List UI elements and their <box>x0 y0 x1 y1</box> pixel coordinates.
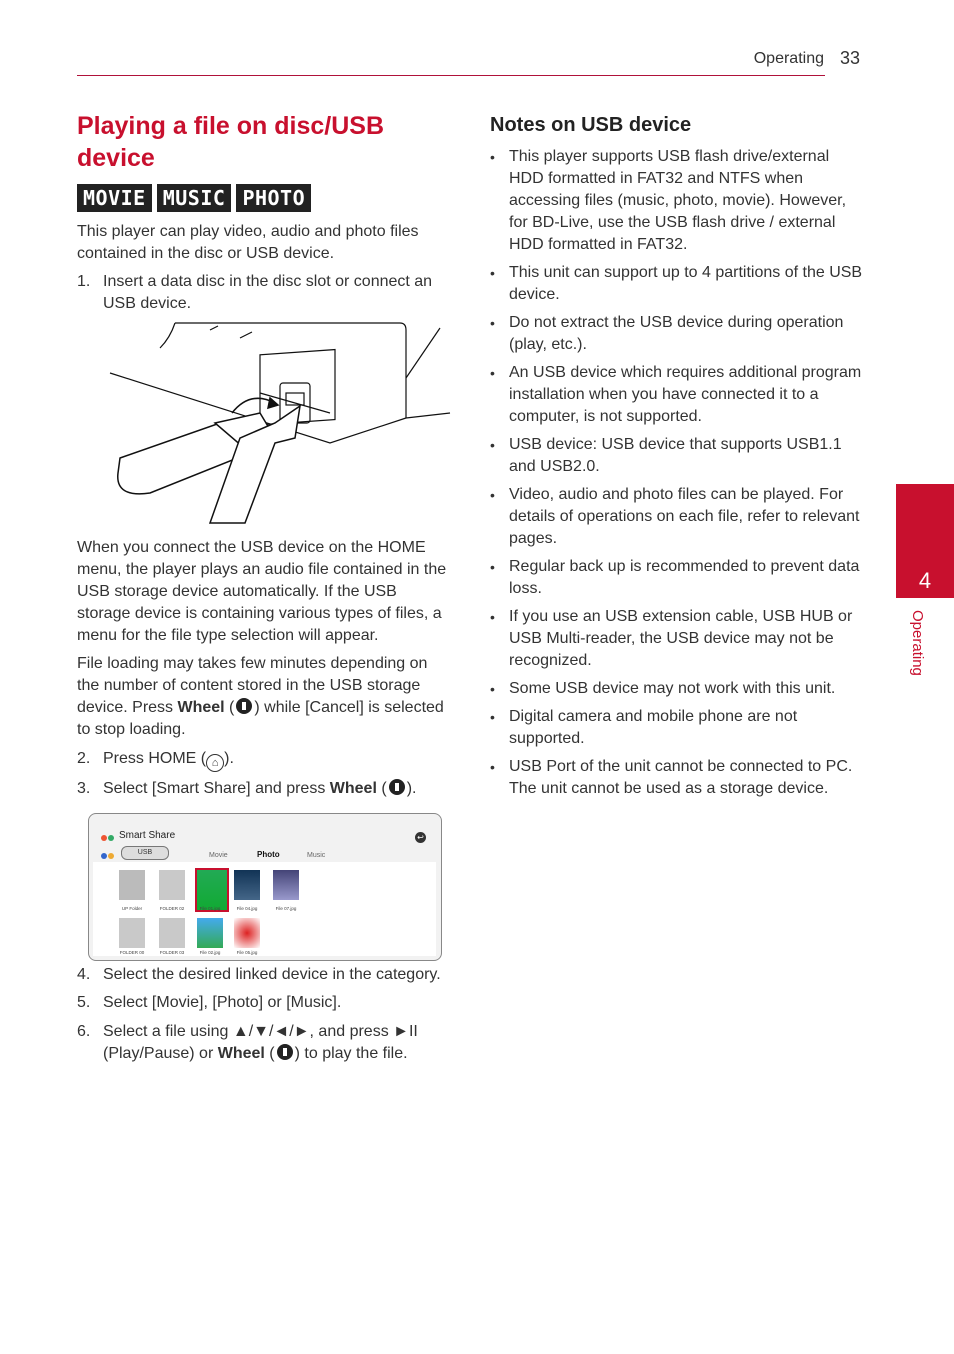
step-number: 1. <box>77 273 91 290</box>
note-text: USB device: USB device that supports USB1.1 and USB2.0. <box>509 436 842 475</box>
step-2 <box>77 748 447 772</box>
loading-text: File loading may takes few minutes depending on the number of content stored in the USB storage device. Press Wheel ( ) while [Cancel] is selected to stop loading. <box>77 655 444 738</box>
note-text: Video, audio and photo files can be played. For details of operations on each file, refer to relevant pages. <box>509 486 860 547</box>
notes-heading: Notes on USB device <box>490 114 692 136</box>
tab-music[interactable]: Music <box>307 852 326 859</box>
file-caption: File 05.jpg <box>236 950 258 955</box>
step-6: 6. Select a file using ▲/▼/◄/►, and press ►II (Play/Pause) or Wheel ( ) to play the file. <box>77 1021 449 1065</box>
step-number: 3. <box>77 780 91 797</box>
step-4 <box>77 964 457 986</box>
movie-badge: MOVIE <box>77 184 152 212</box>
note-item <box>490 706 866 750</box>
tab-photo[interactable]: Photo <box>257 850 280 859</box>
note-text: Do not extract the USB device during operation (play, etc.). <box>509 314 844 353</box>
folder-icon[interactable] <box>159 918 185 948</box>
folder-icon[interactable] <box>159 870 185 900</box>
bullet-icon: • <box>490 681 495 697</box>
note-item <box>490 556 866 600</box>
page-title: Playing a file on disc/USB device <box>77 112 385 172</box>
file-caption: UP Folder <box>121 906 143 911</box>
note-item <box>490 146 866 256</box>
note-text: This player supports USB flash drive/external HDD formatted in FAT32 and NTFS when accessing files (music, photo, movie). However, for BD-Live, use the USB flash drive / external HDD formatted in FAT32. <box>509 148 847 253</box>
music-badge: MUSIC <box>157 184 232 212</box>
step-text: Select [Movie], [Photo] or [Music]. <box>103 994 342 1011</box>
bullet-icon: • <box>490 365 495 381</box>
step-1 <box>77 271 447 315</box>
note-item <box>490 606 866 672</box>
bullet-icon: • <box>490 559 495 575</box>
note-text: USB Port of the unit cannot be connected to PC. The unit cannot be used as a storage device. <box>509 758 853 797</box>
photo-thumbnail[interactable] <box>234 870 260 900</box>
wheel-icon <box>389 779 405 795</box>
note-item <box>490 262 866 306</box>
photo-badge: PHOTO <box>236 184 311 212</box>
intro-text: This player can play video, audio and photo files contained in the disc or USB device. <box>77 223 419 262</box>
file-caption: File 02.jpg <box>199 950 221 955</box>
file-caption: File 01.jpg <box>199 906 221 911</box>
step-5 <box>77 992 457 1014</box>
bullet-icon: • <box>490 437 495 453</box>
step-number: 2. <box>77 750 91 767</box>
bullet-icon: • <box>490 487 495 503</box>
file-caption: File 04.jpg <box>236 906 258 911</box>
step-text-a: Select a file using ▲/▼/◄/►, and press ►II (Play/Pause) or <box>103 1023 418 1062</box>
back-icon[interactable]: ↩ <box>415 832 426 843</box>
bullet-icon: • <box>490 609 495 625</box>
file-caption: FOLDER 00 <box>119 950 145 955</box>
photo-thumbnail[interactable] <box>234 918 260 948</box>
usb-insert-illustration <box>100 318 455 528</box>
header-rule <box>77 75 825 76</box>
note-item <box>490 434 866 478</box>
bullet-icon: • <box>490 759 495 775</box>
note-text: This unit can support up to 4 partitions of the USB device. <box>509 264 863 303</box>
note-text: Digital camera and mobile phone are not supported. <box>509 708 798 747</box>
note-item <box>490 362 866 428</box>
step-3: 3. Select [Smart Share] and press Wheel ( ). <box>77 778 447 800</box>
step-text-a: Press HOME ( <box>103 750 207 767</box>
up-folder-icon[interactable] <box>119 870 145 900</box>
step-text-b: to play the file. <box>299 1045 408 1062</box>
photo-thumbnail[interactable] <box>197 918 223 948</box>
smart-share-screenshot <box>88 813 442 961</box>
note-item <box>490 312 866 356</box>
bullet-icon: • <box>490 709 495 725</box>
note-item <box>490 678 866 700</box>
note-item <box>490 484 866 550</box>
file-caption: FOLDER 02 <box>159 906 185 911</box>
file-grid <box>93 862 436 956</box>
step-text-b: ). <box>224 750 234 767</box>
step-number: 6. <box>77 1023 91 1040</box>
note-text: Regular back up is recommended to prevent data loss. <box>509 558 860 597</box>
tab-movie[interactable]: Movie <box>209 852 228 859</box>
step-text-a: Select [Smart Share] and press <box>103 780 330 797</box>
home-icon: ⌂ <box>206 754 224 772</box>
chapter-number: 4 <box>918 568 932 593</box>
smart-share-title: Smart Share <box>119 830 176 841</box>
usb-home-text: When you connect the USB device on the HOME menu, the player plays an audio file contained in the USB storage device automatically. If the USB storage device is containing various types of files, a menu for the file type selection will appear. <box>77 539 447 644</box>
loading-text-a: File loading may takes few minutes depending on the number of content stored in the USB storage device. Press <box>77 655 428 716</box>
step-text-b: . <box>412 780 417 797</box>
step-number: 4. <box>77 966 91 983</box>
wheel-label: Wheel <box>217 1045 265 1062</box>
smart-share-logo-icon <box>101 828 115 864</box>
bullet-icon: • <box>490 149 495 165</box>
step-number: 5. <box>77 994 91 1011</box>
wheel-icon <box>277 1044 293 1060</box>
step-text: Insert a data disc in the disc slot or connect an USB device. <box>103 273 433 312</box>
wheel-label: Wheel <box>177 699 225 716</box>
bullet-icon: • <box>490 315 495 331</box>
file-caption: FOLDER 03 <box>159 950 185 955</box>
wheel-icon <box>236 698 252 714</box>
header-section: Operating <box>753 50 824 67</box>
note-text: An USB device which requires additional program installation when you have connected it to a computer, is not supported. <box>509 364 862 425</box>
step-text: Select the desired linked device in the category. <box>103 966 441 983</box>
notes-list <box>490 146 866 806</box>
chapter-label: Operating <box>909 610 926 676</box>
note-text: Some USB device may not work with this unit. <box>509 680 836 697</box>
media-badges <box>77 184 311 212</box>
loading-text-b: while [Cancel] is selected to stop loading. <box>77 699 444 738</box>
usb-device-button[interactable]: USB <box>121 846 169 860</box>
bullet-icon: • <box>490 265 495 281</box>
folder-icon[interactable] <box>119 918 145 948</box>
page-number: 33 <box>840 48 861 68</box>
note-text: If you use an USB extension cable, USB HUB or USB Multi-reader, the USB device may not be recognized. <box>509 608 853 669</box>
wheel-label: Wheel <box>329 780 377 797</box>
note-item <box>490 756 866 800</box>
photo-thumbnail[interactable] <box>273 870 299 900</box>
file-caption: File 07.jpg <box>275 906 297 911</box>
